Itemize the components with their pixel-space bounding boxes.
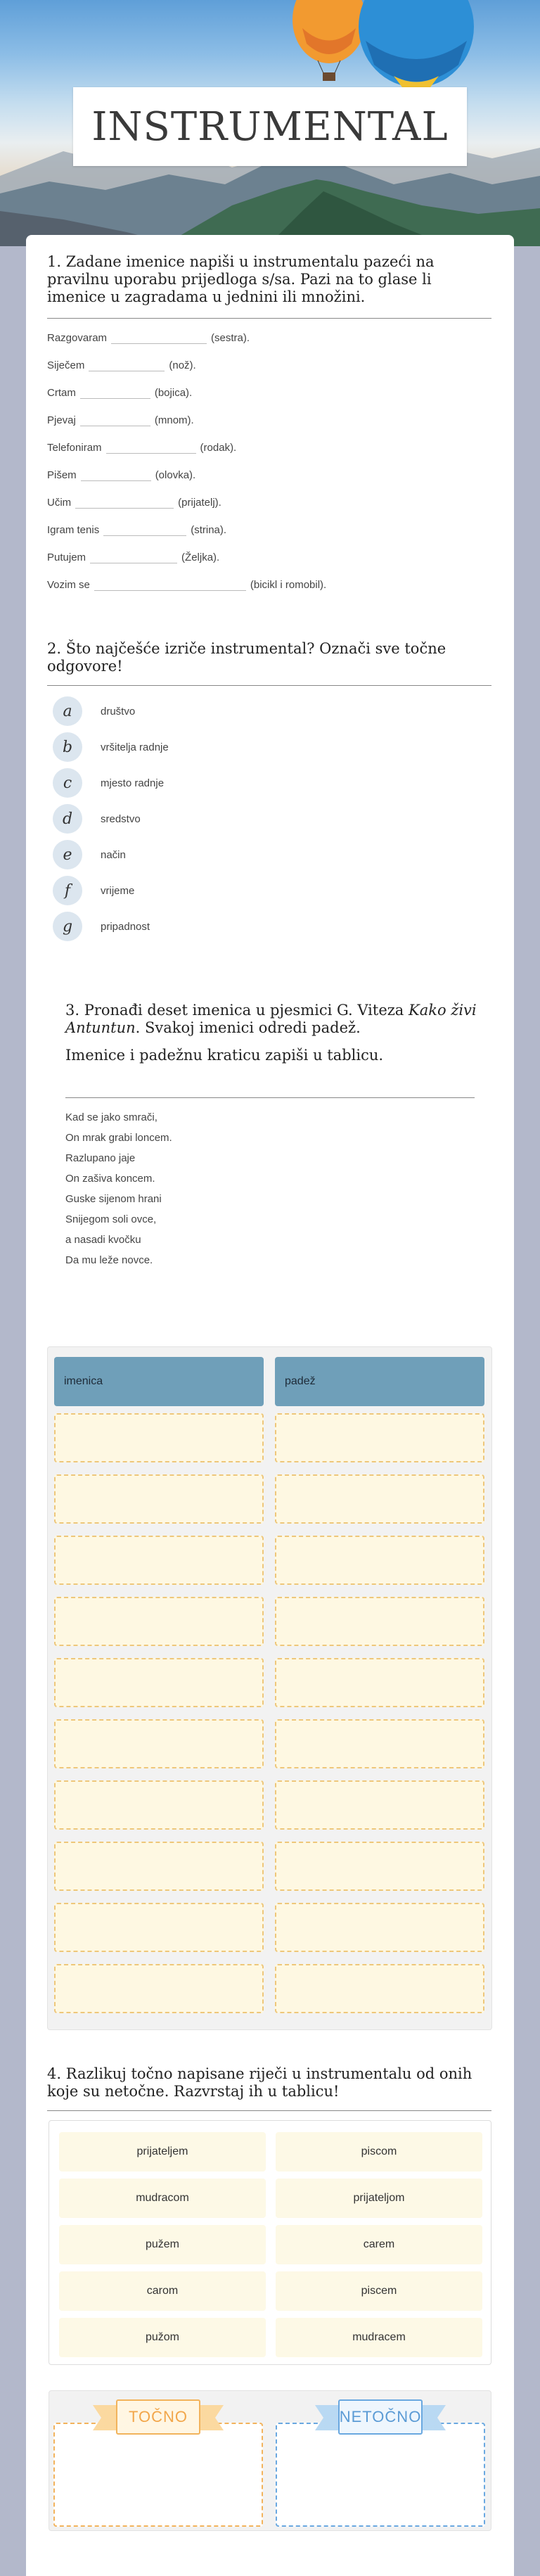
divider	[47, 685, 491, 686]
ex4-title: 4. Razlikuj točno napisane riječi u instrumentalu od onih koje su netočne. Razvrstaj ih u tablicu!	[47, 2065, 472, 2100]
option-e[interactable]	[53, 840, 126, 869]
ex1-row	[47, 519, 226, 536]
row-lead: Pišem	[47, 469, 77, 481]
option-text: pripadnost	[101, 920, 150, 933]
ex2-title: 2. Što najčešće izriče instrumental? Označi sve točne odgovore!	[47, 640, 446, 675]
word-chip[interactable]: prijateljom	[276, 2179, 482, 2218]
answer-input[interactable]	[94, 578, 246, 591]
poem-line: Kad se jako smrači,	[65, 1111, 158, 1123]
option-text: vrijeme	[101, 884, 135, 897]
row-lead: Igram tenis	[47, 524, 100, 536]
poem-line: Da mu leže novce.	[65, 1254, 153, 1266]
option-letter: e	[53, 840, 82, 869]
answer-input[interactable]	[75, 496, 174, 509]
option-b[interactable]	[53, 732, 169, 762]
option-a[interactable]	[53, 696, 135, 726]
row-lead: Putujem	[47, 551, 86, 563]
noun-cell[interactable]	[54, 1597, 264, 1646]
noun-cell[interactable]	[54, 1964, 264, 2013]
answer-input[interactable]	[90, 551, 177, 563]
option-letter: b	[53, 732, 82, 762]
case-cell[interactable]	[275, 1536, 484, 1585]
option-letter: g	[53, 912, 82, 941]
correct-label: TOČNO	[116, 2399, 200, 2435]
ex3-title-text: . Svakoj imenici odredi padež.	[135, 1019, 361, 1036]
divider	[47, 2110, 491, 2111]
ex3-title-text: 3. Pronađi deset imenica u pjesmici G. Viteza	[65, 1002, 409, 1019]
option-text: sredstvo	[101, 812, 141, 825]
ex1-row	[47, 574, 326, 591]
correct-drop-zone[interactable]	[53, 2423, 263, 2527]
option-text: način	[101, 848, 126, 861]
option-letter: a	[53, 696, 82, 726]
case-cell[interactable]	[275, 1474, 484, 1524]
option-g[interactable]	[53, 912, 150, 941]
row-hint: (bojica).	[154, 387, 193, 399]
ex1-row	[47, 409, 194, 426]
divider	[65, 1097, 475, 1098]
ex1-title: 1. Zadane imenice napiši u instrumentalu pazeći na pravilnu uporabu prijedloga s/sa. Pazi na to glase li imenice u zagradama u jednini ili množini.	[47, 253, 435, 305]
sort-table	[49, 2390, 491, 2531]
noun-case-table	[47, 1346, 492, 2030]
row-lead: Crtam	[47, 387, 76, 399]
noun-cell[interactable]	[54, 1780, 264, 1830]
poem-line: Razlupano jaje	[65, 1152, 136, 1164]
option-letter: f	[53, 876, 82, 905]
ex3-title	[65, 1002, 487, 1037]
row-lead: Učim	[47, 497, 72, 509]
poem-line: Guske sijenom hrani	[65, 1193, 162, 1205]
column-header-case: padež	[275, 1357, 484, 1406]
word-chip[interactable]: piscem	[276, 2271, 482, 2311]
row-lead: Razgovaram	[47, 332, 108, 344]
row-hint: (strina).	[191, 524, 227, 536]
word-chip[interactable]: piscom	[276, 2132, 482, 2172]
row-lead: Telefoniram	[47, 442, 102, 454]
row-hint: (Željka).	[181, 551, 220, 563]
row-hint: (rodak).	[200, 442, 237, 454]
option-c[interactable]	[53, 768, 164, 798]
column-header-noun: imenica	[54, 1357, 264, 1406]
word-chip[interactable]: mudracom	[59, 2179, 266, 2218]
noun-cell[interactable]	[54, 1658, 264, 1707]
poem-line: On zašiva koncem.	[65, 1173, 155, 1185]
case-cell[interactable]	[275, 1964, 484, 2013]
divider	[47, 318, 491, 319]
case-cell[interactable]	[275, 1903, 484, 1952]
option-text: mjesto radnje	[101, 777, 165, 789]
noun-cell[interactable]	[54, 1536, 264, 1585]
title-card	[73, 87, 467, 166]
noun-cell[interactable]	[54, 1719, 264, 1768]
ex3-subtitle: Imenice i padežnu kraticu zapiši u tablicu.	[65, 1047, 384, 1064]
option-letter: d	[53, 804, 82, 834]
answer-input[interactable]	[103, 523, 186, 536]
poem	[65, 1107, 172, 1270]
option-d[interactable]	[53, 804, 141, 834]
answer-input[interactable]	[81, 468, 151, 481]
row-hint: (mnom).	[154, 414, 194, 426]
word-chip[interactable]: carem	[276, 2225, 482, 2264]
incorrect-label: NETOČNO	[338, 2399, 423, 2435]
word-bank	[49, 2120, 491, 2365]
word-chip[interactable]: pužem	[59, 2225, 266, 2264]
incorrect-ribbon	[315, 2399, 446, 2435]
row-hint: (prijatelj).	[178, 497, 221, 509]
option-letter: c	[53, 768, 82, 798]
word-chip[interactable]: mudracem	[276, 2318, 482, 2357]
ex1-row	[47, 355, 196, 371]
answer-input[interactable]	[89, 359, 165, 371]
ex1-row	[47, 547, 219, 563]
answer-input[interactable]	[80, 414, 150, 426]
case-cell[interactable]	[275, 1719, 484, 1768]
incorrect-drop-zone[interactable]	[276, 2423, 485, 2527]
poem-line: On mrak grabi loncem.	[65, 1132, 172, 1144]
case-cell[interactable]	[275, 1413, 484, 1462]
case-cell[interactable]	[275, 1658, 484, 1707]
row-hint: (nož).	[169, 359, 196, 371]
ex1-row	[47, 437, 236, 454]
answer-input[interactable]	[80, 386, 150, 399]
noun-cell[interactable]	[54, 1474, 264, 1524]
ex1-row	[47, 464, 195, 481]
correct-ribbon	[93, 2399, 224, 2435]
row-lead: Siječem	[47, 359, 85, 371]
ex1-row	[47, 327, 250, 344]
answer-input[interactable]	[106, 441, 196, 454]
poem-line: a nasadi kvočku	[65, 1234, 141, 1246]
word-chip[interactable]: carom	[59, 2271, 266, 2311]
poem-title: Kako živi Antuntun	[65, 1002, 477, 1036]
page-title: INSTRUMENTAL	[91, 103, 449, 150]
ex1-row	[47, 382, 192, 399]
noun-cell[interactable]	[54, 1842, 264, 1891]
word-chip[interactable]: prijateljem	[59, 2132, 266, 2172]
word-chip[interactable]: pužom	[59, 2318, 266, 2357]
hero-banner	[0, 0, 540, 246]
noun-cell[interactable]	[54, 1903, 264, 1952]
case-cell[interactable]	[275, 1780, 484, 1830]
row-lead: Vozim se	[47, 579, 90, 591]
case-cell[interactable]	[275, 1842, 484, 1891]
row-lead: Pjevaj	[47, 414, 76, 426]
row-hint: (sestra).	[211, 332, 250, 344]
answer-input[interactable]	[111, 331, 207, 344]
row-hint: (bicikl i romobil).	[250, 579, 327, 591]
row-hint: (olovka).	[155, 469, 196, 481]
ex1-row	[47, 492, 221, 509]
option-text: vršitelja radnje	[101, 741, 169, 753]
noun-cell[interactable]	[54, 1413, 264, 1462]
option-f[interactable]	[53, 876, 134, 905]
case-cell[interactable]	[275, 1597, 484, 1646]
option-text: društvo	[101, 705, 136, 718]
poem-line: Snijegom soli ovce,	[65, 1213, 157, 1225]
